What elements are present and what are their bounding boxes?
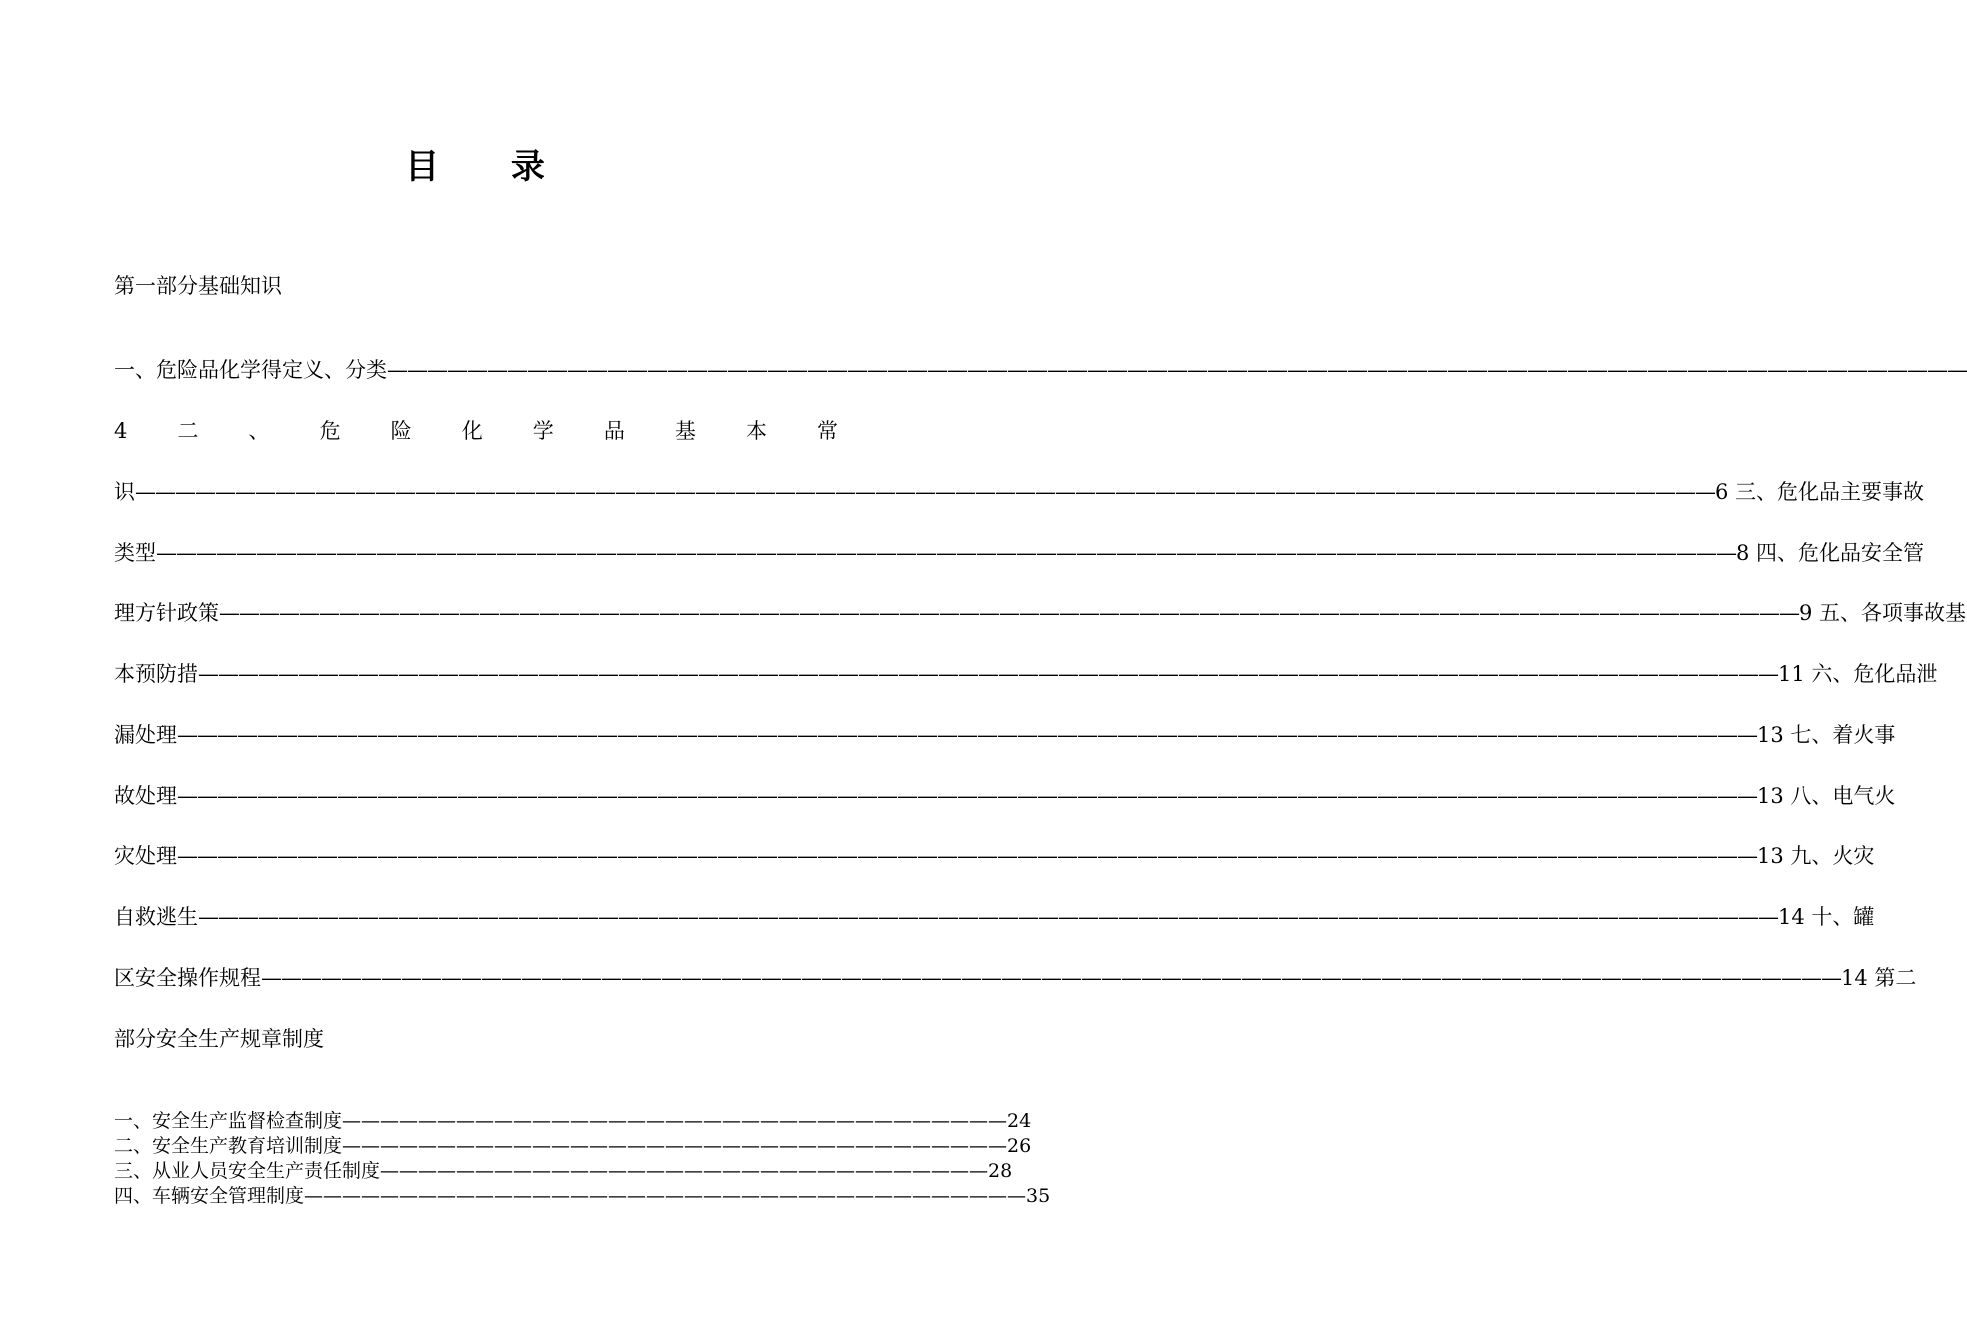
toc-line <box>114 659 1938 689</box>
toc-line-text: 理方针政策 <box>114 601 219 625</box>
toc-line <box>114 841 1875 871</box>
toc-leader: ——————————————————————————————————————————————————————————————————————————————— <box>198 662 1778 686</box>
toc-leader: ——————————————————————————————————————————————————————————————————————————————— <box>135 480 1715 504</box>
toc-line-tail: 6 三、危化品主要事故 <box>1715 480 1925 504</box>
toc-line <box>114 598 1967 628</box>
toc-leader: ——————————————————————————————————————————————————————————————————————————————— <box>177 784 1757 808</box>
toc-char: 常 <box>817 419 838 443</box>
toc-line <box>114 963 1917 993</box>
toc-line-tail: 8 四、危化品安全管 <box>1736 541 1925 565</box>
toc-line <box>114 538 1925 568</box>
toc-line-tail: 14 第二 <box>1841 966 1917 990</box>
toc-line-text: 灾处理 <box>114 844 177 868</box>
toc-leader: ——————————————————————————————————————————————————————————————————————————————— <box>387 358 1967 382</box>
toc-entry: 三、从业人员安全生产责任制度————————————————————————————————28 <box>114 1160 1013 1182</box>
part1-heading: 第一部分基础知识 <box>114 274 282 298</box>
toc-line-tail: 13 九、火灾 <box>1757 844 1875 868</box>
toc-line-text: 识 <box>114 480 135 504</box>
toc-entry: 一、安全生产监督检查制度———————————————————————————————————24 <box>114 1110 1032 1132</box>
toc-line-text: 类型 <box>114 541 156 565</box>
toc-line-tail: 11 六、危化品泄 <box>1778 662 1938 686</box>
toc-line-text: 漏处理 <box>114 723 177 747</box>
toc-char: 、 <box>248 419 270 443</box>
toc-line-text: 本预防措 <box>114 662 198 686</box>
toc-leader: ——————————————————————————————————————————————————————————————————————————————— <box>198 905 1778 929</box>
toc-line-tail: 13 八、电气火 <box>1757 784 1896 808</box>
toc-line-tail: 14 十、罐 <box>1778 905 1875 929</box>
toc-char: 本 <box>745 419 767 443</box>
toc-leader: ——————————————————————————————————————————————————————————————————————————————— <box>156 541 1736 565</box>
toc-entry: 四、车辆安全管理制度——————————————————————————————————————35 <box>114 1185 1051 1207</box>
toc-char: 学 <box>532 419 554 443</box>
toc-line <box>114 477 1925 507</box>
toc-char: 4 <box>114 419 128 443</box>
page-title: 目 录 <box>405 147 575 187</box>
toc-line <box>114 355 1967 385</box>
toc-char: 险 <box>390 419 412 443</box>
toc-line-text: 自救逃生 <box>114 905 198 929</box>
part2-heading: 部分安全生产规章制度 <box>114 1027 324 1051</box>
toc-char: 基 <box>674 419 696 443</box>
toc-char: 品 <box>603 419 625 443</box>
toc-leader: ——————————————————————————————————————————————————————————————————————————————— <box>219 601 1799 625</box>
toc-line-text: 区安全操作规程 <box>114 966 261 990</box>
toc-line <box>114 902 1875 932</box>
toc-line-text: 一、危险品化学得定义、分类 <box>114 358 387 382</box>
toc-line <box>114 781 1896 811</box>
toc-line-tail: 9 五、各项事故基 <box>1799 601 1967 625</box>
toc-line <box>114 720 1896 750</box>
toc-leader: ——————————————————————————————————————————————————————————————————————————————— <box>261 966 1841 990</box>
toc-char: 二 <box>177 419 199 443</box>
toc-entry: 二、安全生产教育培训制度———————————————————————————————————26 <box>114 1135 1032 1157</box>
toc-line-justified <box>114 416 838 446</box>
toc-leader: ——————————————————————————————————————————————————————————————————————————————— <box>177 844 1757 868</box>
toc-line-text: 故处理 <box>114 784 177 808</box>
toc-line-tail: 13 七、着火事 <box>1757 723 1896 747</box>
toc-char: 化 <box>461 419 483 443</box>
toc-leader: ——————————————————————————————————————————————————————————————————————————————— <box>177 723 1757 747</box>
toc-char: 危 <box>319 419 341 443</box>
